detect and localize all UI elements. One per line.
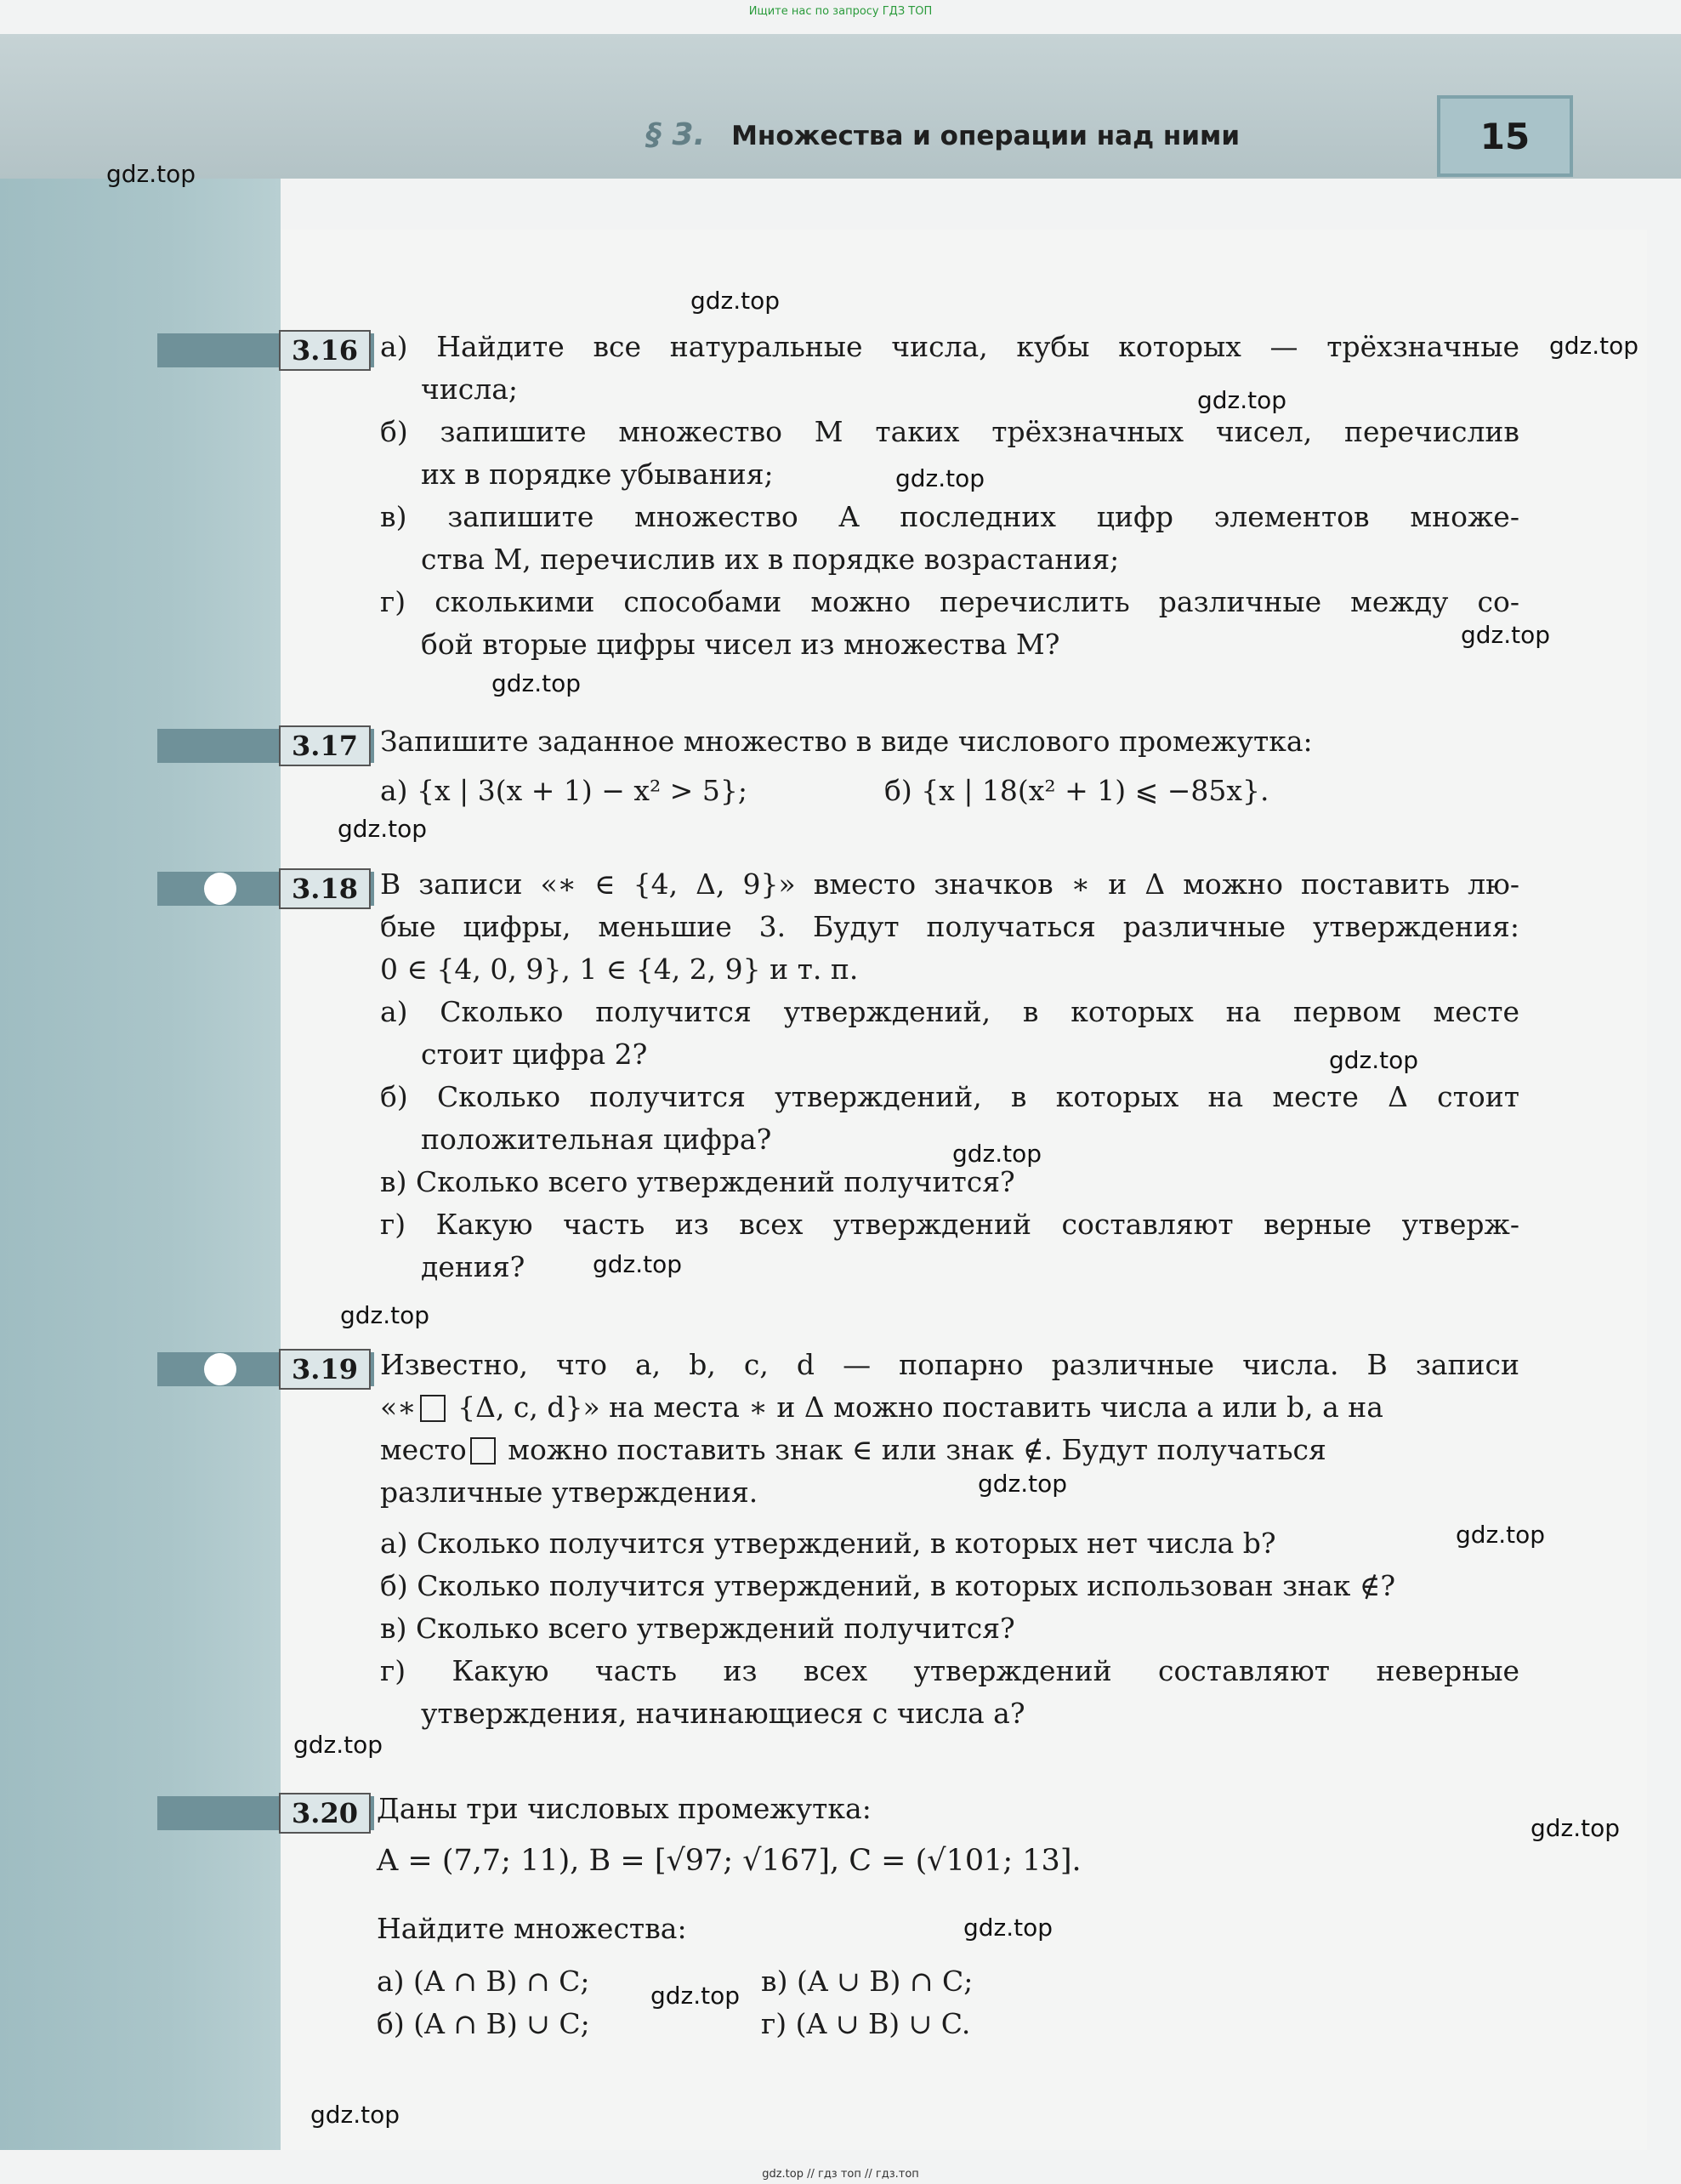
problem-number-3-16: 3.16 <box>279 330 371 371</box>
problem-3-16-line: числа; <box>421 373 519 406</box>
problem-3-19-text: место <box>380 1433 467 1466</box>
problem-3-16-line: г) сколькими способами можно перечислить различные между со- <box>380 585 1519 618</box>
watermark: gdz.top <box>1197 386 1287 414</box>
problem-3-18-line: дения? <box>421 1250 525 1283</box>
watermark: gdz.top <box>338 815 428 843</box>
problem-number-3-17: 3.17 <box>279 725 371 766</box>
problem-3-16-line: в) запишите множество A последних цифр элементов множе- <box>380 500 1519 533</box>
problem-3-16-line: ства M, перечислив их в порядке возрастания; <box>421 543 1120 576</box>
problem-3-18-line: стоит цифра 2? <box>421 1038 648 1071</box>
blank-square <box>470 1437 496 1465</box>
problem-3-18-line: в) Сколько всего утверждений получится? <box>380 1165 1015 1198</box>
problem-3-18-line: г) Какую часть из всех утверждений составляют верные утверж- <box>380 1208 1519 1241</box>
problem-3-16-line: их в порядке убывания; <box>421 458 774 491</box>
problem-3-18-line: В записи «∗ ∈ {4, Δ, 9}» вместо значков ∗ и Δ можно поставить лю- <box>380 867 1519 901</box>
section-title: Множества и операции над ними <box>731 121 1241 151</box>
problem-3-20-line: Найдите множества: <box>377 1912 687 1945</box>
watermark: gdz.top <box>1549 332 1639 360</box>
difficulty-dot <box>204 873 236 905</box>
problem-3-18-line: б) Сколько получится утверждений, в которых на месте Δ стоит <box>380 1080 1519 1113</box>
problem-3-20-item-g: г) (A ∪ B) ∪ C. <box>761 2007 971 2040</box>
blank-square <box>420 1395 446 1422</box>
watermark: gdz.top <box>106 160 196 188</box>
difficulty-dot <box>204 1353 236 1385</box>
problem-3-18-line: положительная цифра? <box>421 1123 772 1156</box>
problem-3-17-item-a: а) {x | 3(x + 1) − x² > 5}; <box>380 774 747 807</box>
watermark: gdz.top <box>650 1982 741 2010</box>
header-band <box>0 34 1681 179</box>
watermark: gdz.top <box>1456 1521 1546 1549</box>
problem-3-19-text: {Δ, c, d}» на места ∗ и Δ можно поставить числа a или b, а на <box>448 1391 1383 1424</box>
problem-number-3-18: 3.18 <box>279 868 371 909</box>
problem-3-17-line: Запишите заданное множество в виде числового промежутка: <box>380 725 1313 758</box>
problem-3-19-line: б) Сколько получится утверждений, в которых использован знак ∉? <box>380 1569 1396 1602</box>
watermark: gdz.top <box>690 287 781 315</box>
problem-number-3-19: 3.19 <box>279 1349 371 1390</box>
problem-3-20-item-v: в) (A ∪ B) ∩ C; <box>761 1965 974 1998</box>
problem-3-19-line <box>380 1433 1326 1467</box>
watermark: gdz.top <box>895 464 985 492</box>
problem-number-3-20: 3.20 <box>279 1793 371 1834</box>
watermark: gdz.top <box>978 1470 1068 1498</box>
watermark: gdz.top <box>1461 621 1551 649</box>
watermark: gdz.top <box>293 1731 383 1759</box>
problem-3-18-line: 0 ∈ {4, 0, 9}, 1 ∈ {4, 2, 9} и т. п. <box>380 953 859 986</box>
problem-3-16-line: бой вторые цифры чисел из множества M? <box>421 628 1060 661</box>
watermark: gdz.top <box>310 2101 400 2129</box>
watermark: gdz.top <box>963 1914 1053 1942</box>
problem-3-20-item-a: а) (A ∩ B) ∩ C; <box>377 1965 590 1998</box>
problem-3-20-intervals: A = (7,7; 11), B = [√97; √167], C = (√101; 13]. <box>377 1844 1082 1878</box>
problem-3-18-line: а) Сколько получится утверждений, в которых на первом месте <box>380 995 1519 1028</box>
section-heading <box>646 117 1240 152</box>
problem-3-19-line: а) Сколько получится утверждений, в которых нет числа b? <box>380 1527 1276 1560</box>
problem-3-16-line: б) запишите множество M таких трёхзначных чисел, перечислив <box>380 415 1519 448</box>
watermark: gdz.top <box>1329 1046 1419 1074</box>
watermark: gdz.top <box>593 1250 683 1278</box>
section-number: § 3. <box>646 117 706 152</box>
page-number: 15 <box>1437 95 1573 177</box>
problem-3-19-line: г) Какую часть из всех утверждений составляют неверные <box>380 1654 1519 1687</box>
problem-3-19-line: в) Сколько всего утверждений получится? <box>380 1612 1015 1645</box>
watermark: gdz.top <box>340 1301 430 1329</box>
watermark: gdz.top <box>491 669 582 697</box>
problem-3-19-text: «∗ <box>380 1391 417 1424</box>
problem-3-17-item-b: б) {x | 18(x² + 1) ⩽ −85x}. <box>884 774 1269 807</box>
problem-3-18-line: бые цифры, меньшие 3. Будут получаться различные утверждения: <box>380 910 1519 943</box>
top-hint: Ищите нас по запросу ГДЗ ТОП <box>748 5 933 18</box>
problem-3-19-line <box>380 1391 1383 1425</box>
problem-3-19-text: можно поставить знак ∈ или знак ∉. Будут получаться <box>498 1433 1326 1466</box>
bottom-hint: gdz.top // гдз топ // гдз.топ <box>762 2168 919 2181</box>
problem-3-20-item-b: б) (A ∩ B) ∪ C; <box>377 2007 590 2040</box>
problem-3-19-line: Известно, что a, b, c, d — попарно различные числа. В записи <box>380 1348 1519 1381</box>
problem-3-19-line: утверждения, начинающиеся с числа a? <box>421 1697 1025 1730</box>
watermark: gdz.top <box>952 1140 1042 1168</box>
watermark: gdz.top <box>1531 1814 1621 1842</box>
problem-3-19-line: различные утверждения. <box>380 1476 758 1509</box>
problem-3-16-line: а) Найдите все натуральные числа, кубы которых — трёхзначные <box>380 330 1519 363</box>
problem-3-20-line: Даны три числовых промежутка: <box>377 1792 872 1825</box>
